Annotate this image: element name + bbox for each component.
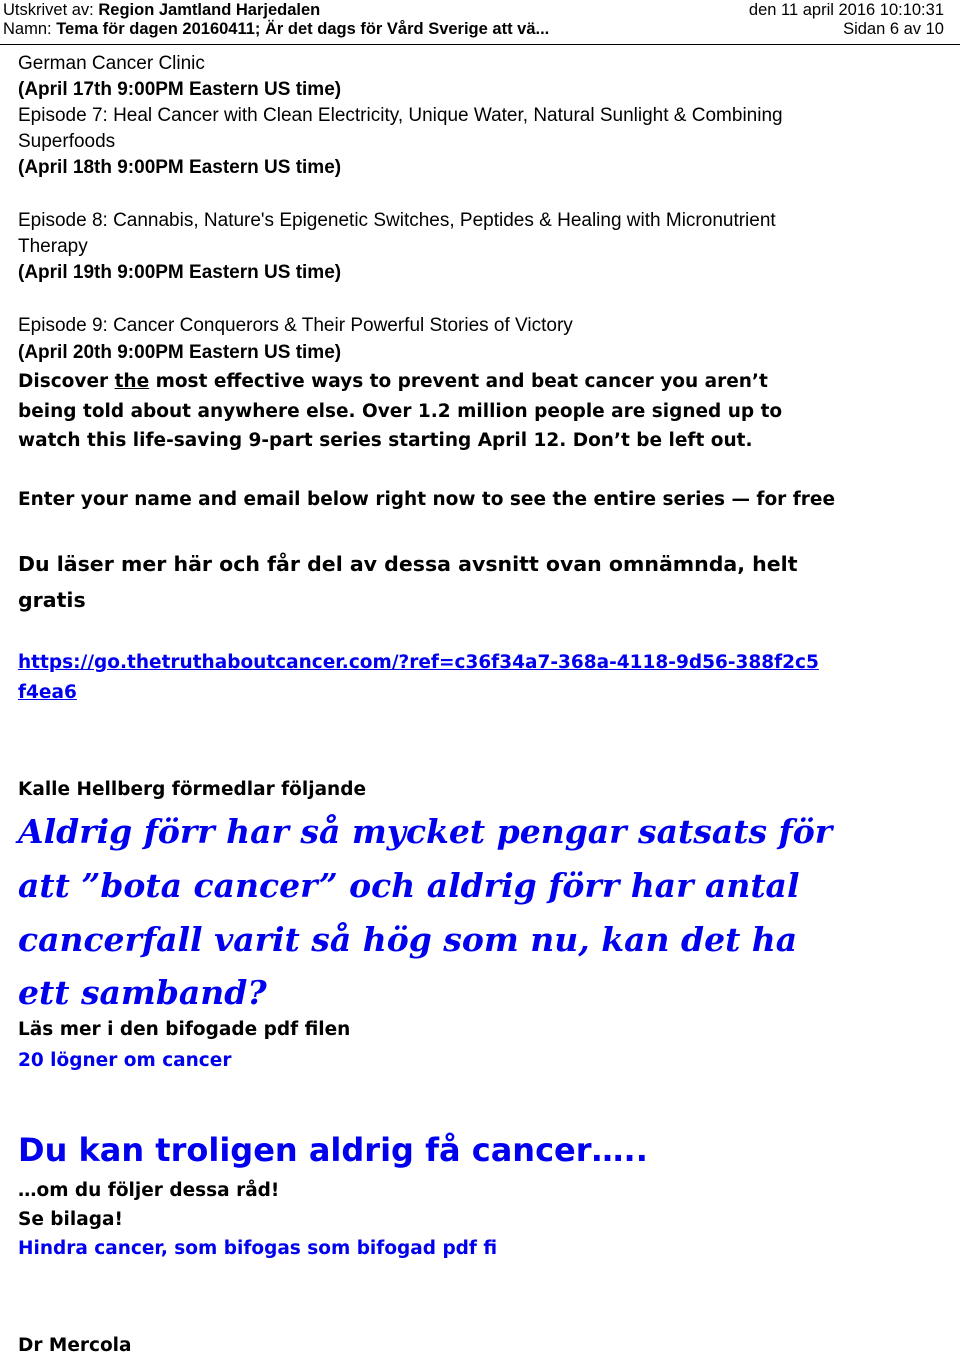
episode-title-cont: Superfoods (18, 131, 116, 152)
series-url-link[interactable]: https://go.thetruthaboutcancer.com/?ref=c36f34a7-368a-4118-9d56-388f2c5 (18, 652, 819, 673)
read-more-line: Du läser mer här och får del av dessa avsnitt ovan omnämnda, helt (18, 552, 798, 576)
headline-line: ett samband? (18, 973, 267, 1012)
episode-date: (April 18th 9:00PM Eastern US time) (18, 157, 342, 178)
page-number: Sidan 6 av 10 (843, 20, 944, 38)
promo-line (18, 367, 768, 397)
enter-line: Enter your name and email below right now to see the entire series — for free (18, 489, 836, 510)
clinic-line: German Cancer Clinic (18, 53, 205, 74)
promo-line: being told about anywhere else. Over 1.2 million people are signed up to (18, 401, 783, 422)
author: Dr Mercola (18, 1335, 132, 1356)
headline-line: Aldrig förr har så mycket pengar satsats för (18, 812, 833, 851)
print-datetime: den 11 april 2016 10:10:31 (748, 1, 944, 19)
episode-title: Episode 7: Heal Cancer with Clean Electricity, Unique Water, Natural Sunlight & Combining (18, 105, 783, 126)
see-attachment: Se bilaga! (18, 1209, 123, 1230)
read-more-line-cont: gratis (18, 588, 86, 612)
never-cancer-heading: Du kan troligen aldrig få cancer….. (18, 1131, 648, 1169)
episode-date: (April 17th 9:00PM Eastern US time) (18, 79, 342, 100)
header-divider (0, 44, 960, 45)
follow-advice: …om du följer dessa råd! (18, 1180, 280, 1201)
series-url-link-cont[interactable]: f4ea6 (18, 682, 77, 703)
episode-title: Episode 9: Cancer Conquerors & Their Powerful Stories of Victory (18, 315, 573, 336)
doc-name-value: Tema för dagen 20160411; Är det dags för Vård Sverige att vä... (56, 20, 550, 38)
prevent-cancer-link[interactable]: Hindra cancer, som bifogas som bifogad pdf fi (18, 1238, 498, 1259)
promo-link[interactable]: the (114, 371, 150, 392)
episode-date: (April 19th 9:00PM Eastern US time) (18, 262, 342, 283)
printed-by-value: Region Jamtland Harjedalen (98, 1, 321, 19)
promo-text: most effective ways to prevent and beat cancer you aren’t (149, 371, 768, 392)
promo-text: Discover (18, 371, 115, 392)
forwarded-by: Kalle Hellberg förmedlar följande (18, 779, 367, 800)
doc-name-label: Namn: (3, 20, 52, 38)
headline-line: cancerfall varit så hög som nu, kan det ha (18, 920, 798, 959)
episode-title: Episode 8: Cannabis, Nature's Epigenetic Switches, Peptides & Healing with Micronutrient (18, 210, 776, 231)
lies-link[interactable]: 20 lögner om cancer (18, 1050, 232, 1071)
episode-title-cont: Therapy (18, 236, 88, 257)
headline-line: att ”bota cancer” och aldrig förr har antal (18, 866, 800, 905)
episode-date: (April 20th 9:00PM Eastern US time) (18, 342, 342, 363)
read-pdf-note: Läs mer i den bifogade pdf filen (18, 1019, 351, 1040)
printed-by-label: Utskrivet av: (3, 1, 94, 19)
promo-line: watch this life-saving 9-part series starting April 12. Don’t be left out. (18, 430, 753, 451)
doc-name (3, 19, 549, 39)
printed-by (3, 0, 320, 20)
